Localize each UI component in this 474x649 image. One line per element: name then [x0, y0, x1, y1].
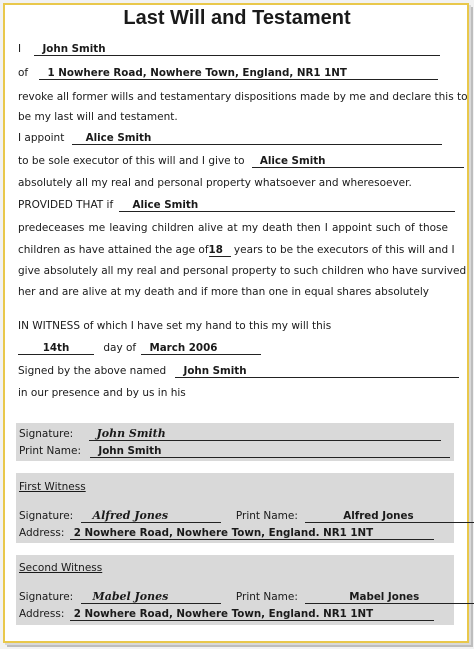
day-field[interactable]: 14th — [18, 342, 94, 355]
signed-row — [18, 365, 459, 378]
second-witness-signature-row — [19, 591, 474, 604]
age-field[interactable]: 18 — [209, 244, 231, 257]
first-witness-address-field[interactable]: 2 Nowhere Road, Nowhere Town, England. NR1 1NT — [70, 527, 434, 540]
signed-label: Signed by the above named — [18, 365, 167, 377]
provided-label: PROVIDED THAT if — [18, 199, 114, 211]
testator-signature-label: Signature: — [19, 428, 74, 440]
second-witness-signature-field[interactable]: Mabel Jones — [81, 591, 221, 604]
i-label: I — [18, 43, 22, 55]
second-witness-signature-label: Signature: — [19, 591, 74, 603]
first-witness-address-label: Address: — [19, 527, 65, 539]
predecease-row-2 — [18, 244, 455, 257]
appoint-label: I appoint — [18, 132, 65, 144]
revoke-text-1: revoke all former wills and testamentary dispositions made by me and declare this to — [18, 91, 468, 103]
testator-print-row — [19, 445, 450, 458]
first-witness-signature-field[interactable]: Alfred Jones — [81, 510, 221, 523]
first-witness-block — [16, 473, 454, 543]
testator-name-field[interactable]: John Smith — [34, 43, 440, 56]
provided-row — [18, 199, 455, 212]
first-witness-address-row — [19, 527, 434, 540]
predecease-text-2a: children as have attained the age of — [18, 244, 209, 256]
day-of-label: day of — [103, 342, 137, 354]
second-witness-address-field[interactable]: 2 Nowhere Road, Nowhere Town, England. NR1 1NT — [70, 608, 434, 621]
revoke-text-2: be my last will and testament. — [18, 111, 178, 123]
second-witness-address-row — [19, 608, 434, 621]
testator-address-field[interactable]: 1 Nowhere Road, Nowhere Town, England, NR1 1NT — [39, 67, 438, 80]
testator-signature-block — [16, 423, 454, 461]
absolutely-text: absolutely all my real and personal property whatsoever and wheresoever. — [18, 177, 412, 189]
first-witness-print-label: Print Name: — [235, 510, 298, 522]
appoint-row — [18, 132, 442, 145]
second-witness-block — [16, 555, 454, 625]
first-witness-signature-label: Signature: — [19, 510, 74, 522]
month-year-field[interactable]: March 2006 — [141, 342, 261, 355]
presence-text: in our presence and by us in his — [18, 387, 186, 399]
first-witness-heading: First Witness — [19, 481, 86, 493]
testator-address-row — [18, 67, 438, 80]
first-witness-signature-row — [19, 510, 474, 523]
testator-print-field[interactable]: John Smith — [90, 445, 450, 458]
testator-signature-field[interactable]: John Smith — [89, 428, 441, 441]
beneficiary-name-field[interactable]: Alice Smith — [252, 155, 464, 168]
sole-executor-label: to be sole executor of this will and I give to — [18, 155, 245, 167]
witness-text: IN WITNESS of which I have set my hand to this my will this — [18, 320, 332, 332]
testator-signature-row — [19, 428, 441, 441]
executor-name-field[interactable]: Alice Smith — [72, 132, 442, 145]
predecease-text-3: give absolutely all my real and personal property to such children who have survived — [18, 265, 467, 277]
second-witness-address-label: Address: — [19, 608, 65, 620]
page-title: Last Will and Testament — [123, 7, 351, 29]
first-witness-print-field[interactable]: Alfred Jones — [305, 510, 474, 523]
testator-print-label: Print Name: — [19, 445, 82, 457]
testator-name-row — [18, 43, 440, 56]
date-row — [18, 342, 261, 355]
predecease-text-4: her and are alive at my death and if more than one in equal shares absolutely — [18, 286, 430, 298]
predecease-text-2b: years to be the executors of this will and I — [233, 244, 455, 256]
second-witness-print-field[interactable]: Mabel Jones — [305, 591, 474, 604]
predecease-text-1: predeceases me leaving children alive at my death then I appoint such of those — [18, 222, 448, 234]
sole-executor-row — [18, 155, 464, 168]
second-witness-heading: Second Witness — [19, 562, 103, 574]
signed-name-field[interactable]: John Smith — [175, 365, 459, 378]
provided-name-field[interactable]: Alice Smith — [119, 199, 455, 212]
second-witness-print-label: Print Name: — [235, 591, 298, 603]
of-label: of — [18, 67, 29, 79]
